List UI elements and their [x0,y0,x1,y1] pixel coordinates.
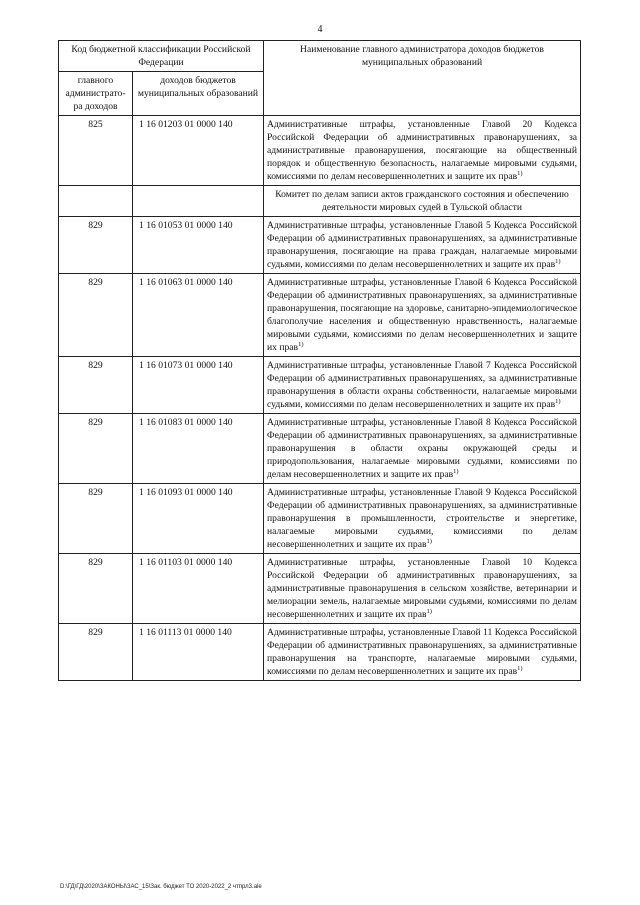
description-text: Административные штрафы, установленные Главой 20 Кодекса Российской Федерации об административных правонарушениях, за административные правонарушения, посягающие на общественный порядок и общественную безопасность, налагаемые мировыми судьями, комиссиями по делам несовершеннолетних и защите их прав [267,119,578,182]
footnote-marker: 1) [517,169,523,177]
table-row [59,116,581,186]
table-header-row [59,41,581,72]
description-text: Административные штрафы, установленные Главой 9 Кодекса Российской Федерации об административных правонарушениях, за административные правонарушения в промышленности, строительстве и энергетике, налагаемые мировыми судьями, комиссиями по делам несовершеннолетних и защите их прав [267,487,578,550]
admin-code-cell: 829 [59,484,133,554]
description-cell [264,624,581,681]
empty-cell [59,186,133,217]
empty-cell [133,186,264,217]
kbk-code-cell: 1 16 01063 01 0000 140 [133,274,264,357]
kbk-header: Код бюджетной классификации Российской Федерации [59,41,264,72]
table-row [59,357,581,414]
description-cell [264,484,581,554]
footnote-marker: 1) [426,607,432,615]
footnote-marker: 1) [555,397,561,405]
description-cell [264,554,581,624]
description-text: Административные штрафы, установленные Главой 5 Кодекса Российской Федерации об административных правонарушениях, за административные правонарушения, посягающие на права граждан, налагаемые мировыми судьями, комиссиями по делам несовершеннолетних и защите их прав [267,220,578,270]
section-row [59,186,581,217]
table-row [59,624,581,681]
table-body [59,116,581,681]
revenue-admin-table [58,40,581,681]
kbk-code-cell: 1 16 01053 01 0000 140 [133,217,264,274]
description-cell [264,357,581,414]
description-text: Административные штрафы, установленные Главой 10 Кодекса Российской Федерации об административных правонарушениях, за административные правонарушения в сельском хозяйстве, ветеринарии и мелиорации земель, налагаемые мировыми судьями, комиссиями по делам несовершеннолетних и защите их прав [267,557,578,620]
footnote-marker: 1) [517,664,523,672]
description-cell [264,116,581,186]
admin-name-header: Наименование главного администратора доходов бюджетов муниципальных образований [264,41,581,116]
kbk-code-cell: 1 16 01103 01 0000 140 [133,554,264,624]
kbk-code-cell: 1 16 01083 01 0000 140 [133,414,264,484]
footer-file-path: D:\ГД\ГД\2020\ЗАКОНЫ\ЗАС_15\Зак. бюджет ТО 2020-2022_2 чтпрл3.ale [60,884,262,890]
kbk-code-cell: 1 16 01073 01 0000 140 [133,357,264,414]
admin-code-cell: 829 [59,414,133,484]
description-cell [264,414,581,484]
admin-code-cell: 825 [59,116,133,186]
admin-code-cell: 829 [59,217,133,274]
table-row [59,217,581,274]
admin-code-cell: 829 [59,624,133,681]
footnote-marker: 1) [426,537,432,545]
kbk-code-cell: 1 16 01113 01 0000 140 [133,624,264,681]
description-text: Административные штрафы, установленные Главой 8 Кодекса Российской Федерации об административных правонарушениях, за административные правонарушения в области охраны окружающей среды и природопользования, налагаемые мировыми судьями, комиссиями по делам несовершеннолетних и защите их прав [267,417,578,480]
description-text: Административные штрафы, установленные Главой 7 Кодекса Российской Федерации об административных правонарушениях, за административные правонарушения в области охраны собственности, налагаемые мировыми судьями, комиссиями по делам несовершеннолетних и защите их прав [267,360,578,410]
kbk-code-cell: 1 16 01093 01 0000 140 [133,484,264,554]
table-row [59,484,581,554]
footnote-marker: 1) [453,467,459,475]
income-code-header: доходов бюджетов муниципальных образований [133,72,264,116]
description-text: Административные штрафы, установленные Главой 6 Кодекса Российской Федерации об административных правонарушениях, за административные правонарушения, посягающие на здоровье, санитарно-эпидемиологическое благополучие населения и общественную нравственность, налагаемые мировыми судьями, комиссиями по делам несовершеннолетних и защите их прав [267,277,578,353]
admin-code-cell: 829 [59,357,133,414]
table-row [59,554,581,624]
admin-code-header: главного администрато-ра доходов [59,72,133,116]
section-title: Комитет по делам записи актов гражданского состояния и обеспечению деятельности мировых судей в Тульской области [264,186,581,217]
admin-code-cell: 829 [59,554,133,624]
footnote-marker: 1) [298,340,304,348]
description-text: Административные штрафы, установленные Главой 11 Кодекса Российской Федерации об административных правонарушениях, за административные правонарушения на транспорте, налагаемые мировыми судьями, комиссиями по делам несовершеннолетних и защите их прав [267,627,578,677]
table-row [59,414,581,484]
description-cell [264,274,581,357]
admin-code-cell: 829 [59,274,133,357]
kbk-code-cell: 1 16 01203 01 0000 140 [133,116,264,186]
table-row [59,274,581,357]
page-number: 4 [317,24,323,35]
footnote-marker: 1) [555,257,561,265]
description-cell [264,217,581,274]
